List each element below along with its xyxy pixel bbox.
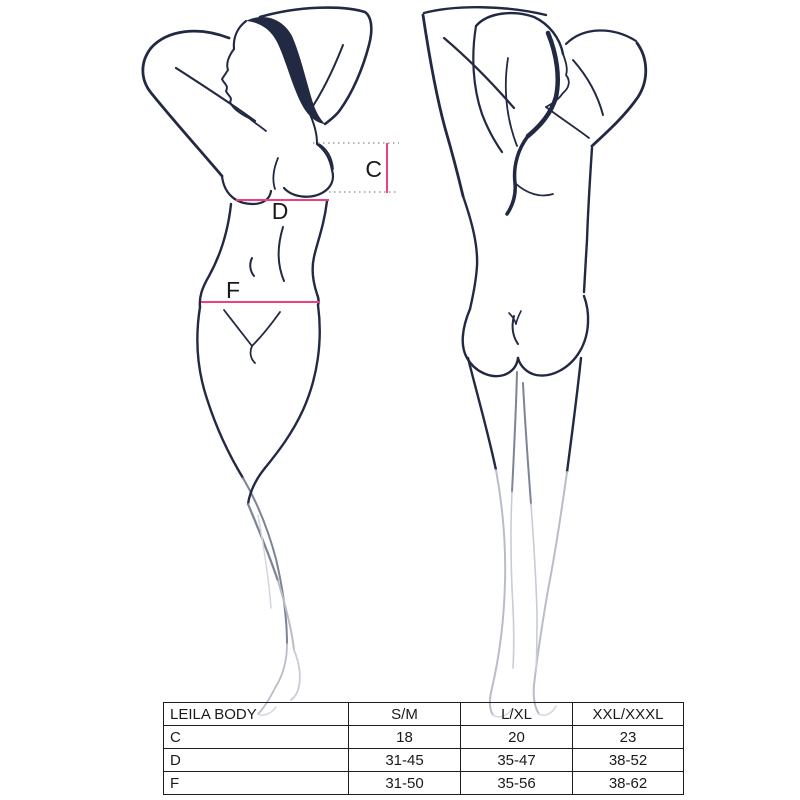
back-hair-wisp (515, 183, 553, 196)
table-cell: 31-50 (349, 772, 461, 795)
measurement-C-label: C (365, 156, 382, 182)
size-table-header-row (164, 703, 684, 726)
front-left-forearm-top (151, 31, 229, 48)
back-right-leg-outer (567, 358, 581, 472)
front-calf-inner-line (258, 515, 271, 608)
back-torso-left (463, 196, 477, 309)
measurement-F (201, 277, 320, 303)
front-jaw-neck (249, 118, 266, 131)
back-left-forearm-inner (444, 38, 514, 108)
size-table (163, 702, 684, 795)
back-hair-lower (507, 136, 528, 214)
back-right-arm-outer (592, 43, 646, 146)
table-cell: 35-56 (461, 772, 573, 795)
size-column-header: XXL/XXXL (573, 703, 684, 726)
front-navel (250, 258, 254, 276)
front-right-leg (265, 305, 320, 468)
size-column-header: L/XL (461, 703, 573, 726)
front-figure-illustration (143, 8, 371, 716)
row-label-cell: D (164, 749, 349, 772)
back-right-leg-inner-fade (531, 504, 537, 672)
back-left-leg-inner (512, 372, 517, 492)
back-figure-illustration (423, 7, 646, 717)
front-hair (246, 17, 325, 124)
back-left-leg-inner-fade (511, 492, 514, 668)
front-left-forearm-inner (176, 68, 255, 121)
back-hair-main (528, 33, 558, 136)
size-column-header: S/M (349, 703, 461, 726)
measurement-D-label: D (271, 198, 289, 224)
front-crown (234, 21, 246, 49)
table-cell: 38-52 (573, 749, 684, 772)
measurement-annotations (201, 143, 399, 303)
front-torso-right (313, 201, 327, 305)
table-cell: 18 (349, 726, 461, 749)
measurement-D (236, 198, 329, 224)
front-bikini-tail (251, 346, 255, 363)
front-belly-line (279, 227, 284, 281)
front-left-arm-outer (143, 48, 222, 176)
back-left-leg-fade (490, 470, 505, 715)
front-bikini-right (252, 312, 280, 346)
table-cell: 31-45 (349, 749, 461, 772)
measurement-F-label: F (225, 277, 241, 303)
table-cell: 20 (461, 726, 573, 749)
back-right-leg-fade (534, 472, 567, 714)
table-cell: 23 (573, 726, 684, 749)
front-left-leg (197, 307, 243, 478)
front-sternum (273, 158, 278, 189)
front-right-arm-inner (309, 45, 343, 143)
table-cell: 35-47 (461, 749, 573, 772)
back-right-forearm-top (566, 30, 636, 44)
back-left-arm-outer (423, 15, 463, 196)
front-right-knee (248, 468, 265, 504)
back-right-leg-inner (523, 383, 531, 504)
back-torso-right (584, 148, 592, 292)
back-right-buttock (518, 296, 588, 376)
front-right-foot (291, 650, 300, 700)
table-row-D (164, 749, 684, 772)
row-label-cell: F (164, 772, 349, 795)
table-cell: 38-62 (573, 772, 684, 795)
product-name-cell: LEILA BODY (164, 703, 349, 726)
front-bikini-left (224, 310, 252, 346)
front-right-breast (284, 144, 333, 197)
table-row-C (164, 726, 684, 749)
back-shoulder-line (546, 107, 589, 138)
row-label-cell: C (164, 726, 349, 749)
back-crack-right (516, 311, 521, 324)
table-row-F (164, 772, 684, 795)
back-right-forearm-inner (573, 60, 603, 115)
